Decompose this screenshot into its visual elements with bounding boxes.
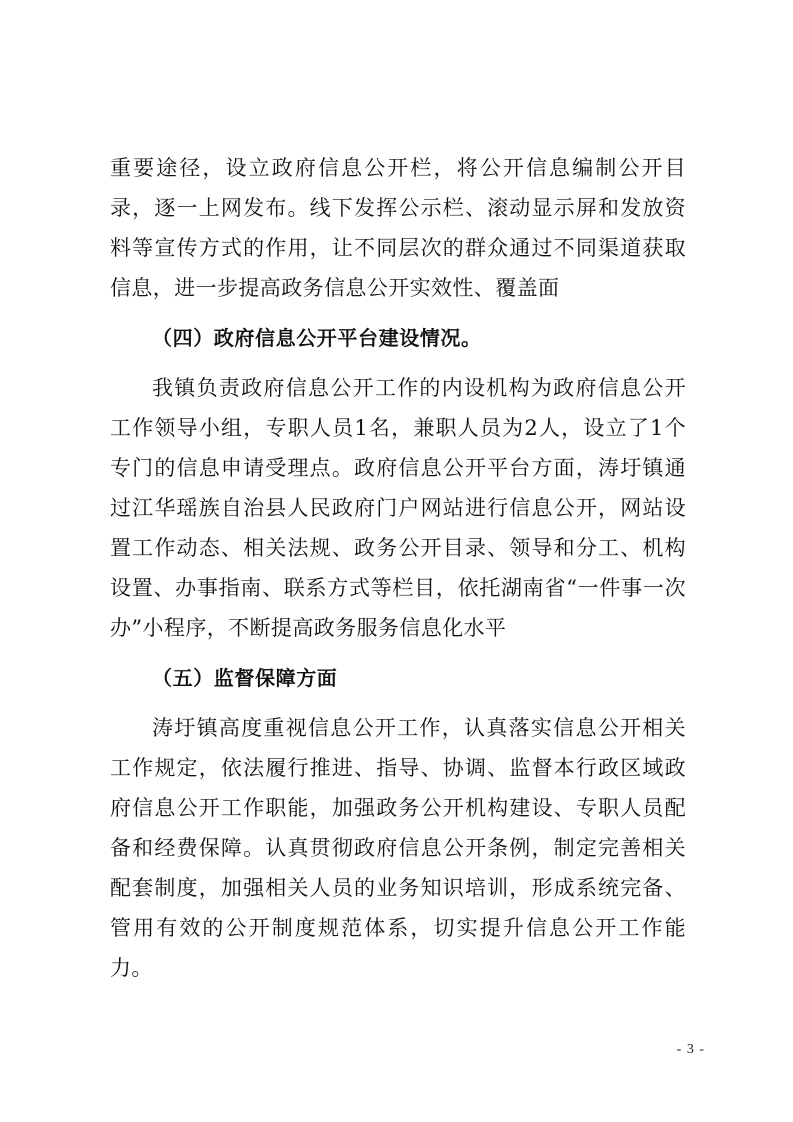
document-body: [110, 148, 686, 988]
paragraph-platform-construction: 我镇负责政府信息公开工作的内设机构为政府信息公开工作领导小组，专职人员1名，兼职人员为2人，设立了1个专门的信息申请受理点。政府信息公开平台方面，涛圩镇通过江华瑶族自治县人民政府门户网站进行信息公开，网站设置工作动态、相关法规、政务公开目录、领导和分工、机构设置、办事指南、联系方式等栏目，依托湖南省“一件事一次办”小程序，不断提高政务服务信息化水平: [110, 376, 686, 640]
paragraph-supervision-guarantee: 涛圩镇高度重视信息公开工作，认真落实信息公开相关工作规定，依法履行推进、指导、协调、监督本行政区域政府信息公开工作职能，加强政务公开机构建设、专职人员配备和经费保障。认真贯彻政府信息公开条例，制定完善相关配套制度，加强相关人员的业务知识培训，形成系统完备、管用有效的公开制度规范体系，切实提升信息公开工作能力。: [110, 716, 686, 980]
section-heading-platform-construction: （四）政府信息公开平台建设情况。: [152, 326, 482, 350]
page-number: - 3 -: [676, 1042, 705, 1057]
section-heading-supervision-guarantee: （五）监督保障方面: [152, 666, 338, 690]
paragraph-online-offline-channels: 重要途径，设立政府信息公开栏，将公开信息编制公开目录，逐一上网发布。线下发挥公示栏、滚动显示屏和发放资料等宣传方式的作用，让不同层次的群众通过不同渠道获取信息，进一步提高政务信息公开实效性、覆盖面: [110, 156, 686, 300]
